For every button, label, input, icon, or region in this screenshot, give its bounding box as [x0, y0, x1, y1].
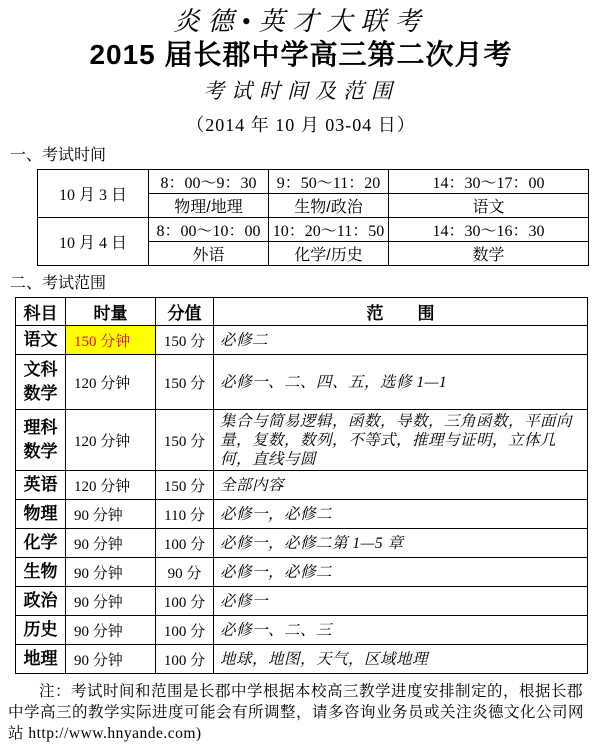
- exam-subject-cell: 数学: [389, 242, 589, 266]
- table-row: [16, 326, 588, 355]
- score-cell: 100 分: [156, 587, 214, 616]
- table-row: [38, 170, 589, 194]
- column-header-subject: 科目: [16, 298, 66, 326]
- exam-subject-cell: 生物/政治: [269, 194, 389, 218]
- table-row: [16, 645, 588, 674]
- range-cell: 全部内容: [214, 471, 588, 500]
- table-header-row: [16, 298, 588, 326]
- range-cell: 地球，地图，天气，区域地理: [214, 645, 588, 674]
- exam-scope-table: [15, 297, 588, 674]
- subject-cell: 化学: [16, 529, 66, 558]
- exam-time-cell: 14：30～17：00: [389, 170, 589, 194]
- exam-subject-cell: 物理/地理: [149, 194, 269, 218]
- duration-cell: 120 分钟: [66, 355, 156, 410]
- sub-title: 考试时间及范围: [203, 79, 399, 103]
- subject-cell: 物理: [16, 500, 66, 529]
- exam-time-cell: 10：20～11：50: [269, 218, 389, 242]
- footer-note: 注：考试时间和范围是长郡中学根据本校高三教学进度安排制定的，根据长郡中学高三的教学实际进度可能会有所调整，请多咨询业务员或关注炎德文化公司网站 http://www.hnyande.com): [8, 683, 585, 742]
- duration-cell: 120 分钟: [66, 471, 156, 500]
- subject-cell: 语文: [16, 326, 66, 355]
- table-row: [38, 218, 589, 242]
- duration-cell: 120 分钟: [66, 410, 156, 471]
- range-cell: 集合与简易逻辑，函数，导数，三角函数，平面向量，复数，数列，不等式，推理与证明，立体几何，直线与圆: [214, 410, 588, 471]
- subject-cell: 历史: [16, 616, 66, 645]
- duration-cell: 90 分钟: [66, 645, 156, 674]
- table-row: [16, 587, 588, 616]
- score-cell: 150 分: [156, 326, 214, 355]
- duration-cell: 90 分钟: [66, 587, 156, 616]
- score-cell: 150 分: [156, 471, 214, 500]
- range-cell: 必修一，必修二: [214, 558, 588, 587]
- range-cell: 必修一，必修二: [214, 500, 588, 529]
- subject-cell: 生物: [16, 558, 66, 587]
- section-heading-exam-time: 一、考试时间: [10, 147, 107, 164]
- score-cell: 90 分: [156, 558, 214, 587]
- subject-cell: 地理: [16, 645, 66, 674]
- exam-subject-cell: 化学/历史: [269, 242, 389, 266]
- range-cell: 必修一: [214, 587, 588, 616]
- table-row: [16, 500, 588, 529]
- score-cell: 110 分: [156, 500, 214, 529]
- range-cell: 必修一、二、四、五，选修 1—1: [214, 355, 588, 410]
- score-cell: 100 分: [156, 645, 214, 674]
- column-header-score: 分值: [156, 298, 214, 326]
- table-row: [16, 558, 588, 587]
- duration-cell: 90 分钟: [66, 558, 156, 587]
- exam-time-cell: 8：00～9：30: [149, 170, 269, 194]
- exam-subject-cell: 语文: [389, 194, 589, 218]
- range-cell: 必修一，必修二第 1—5 章: [214, 529, 588, 558]
- duration-cell-highlighted: 150 分钟: [66, 326, 156, 355]
- column-header-duration: 时量: [66, 298, 156, 326]
- table-row: [16, 410, 588, 471]
- subject-cell: 文科数学: [16, 355, 66, 410]
- exam-schedule-table: [37, 169, 589, 266]
- table-row: [16, 529, 588, 558]
- duration-cell: 90 分钟: [66, 616, 156, 645]
- exam-date-cell: 10 月 3 日: [38, 170, 149, 218]
- brand-title: 炎德•英才大联考: [173, 7, 429, 36]
- exam-date-cell: 10 月 4 日: [38, 218, 149, 266]
- range-cell: 必修二: [214, 326, 588, 355]
- exam-subject-cell: 外语: [149, 242, 269, 266]
- exam-time-cell: 14：30～16：30: [389, 218, 589, 242]
- subject-cell: 理科数学: [16, 410, 66, 471]
- column-header-range: 范 围: [214, 298, 588, 326]
- duration-cell: 90 分钟: [66, 500, 156, 529]
- score-cell: 150 分: [156, 410, 214, 471]
- score-cell: 100 分: [156, 529, 214, 558]
- exam-title: 2015 届长郡中学高三第二次月考: [89, 39, 513, 70]
- table-row: [16, 355, 588, 410]
- subject-cell: 英语: [16, 471, 66, 500]
- exam-time-cell: 8：00～10：00: [149, 218, 269, 242]
- score-cell: 150 分: [156, 355, 214, 410]
- subject-cell: 政治: [16, 587, 66, 616]
- exam-time-cell: 9：50～11：20: [269, 170, 389, 194]
- exam-date-range: （2014 年 10 月 03-04 日）: [186, 115, 416, 135]
- section-heading-exam-scope: 二、考试范围: [10, 275, 107, 292]
- table-row: [16, 616, 588, 645]
- range-cell: 必修一、二、三: [214, 616, 588, 645]
- duration-cell: 90 分钟: [66, 529, 156, 558]
- score-cell: 100 分: [156, 616, 214, 645]
- table-row: [16, 471, 588, 500]
